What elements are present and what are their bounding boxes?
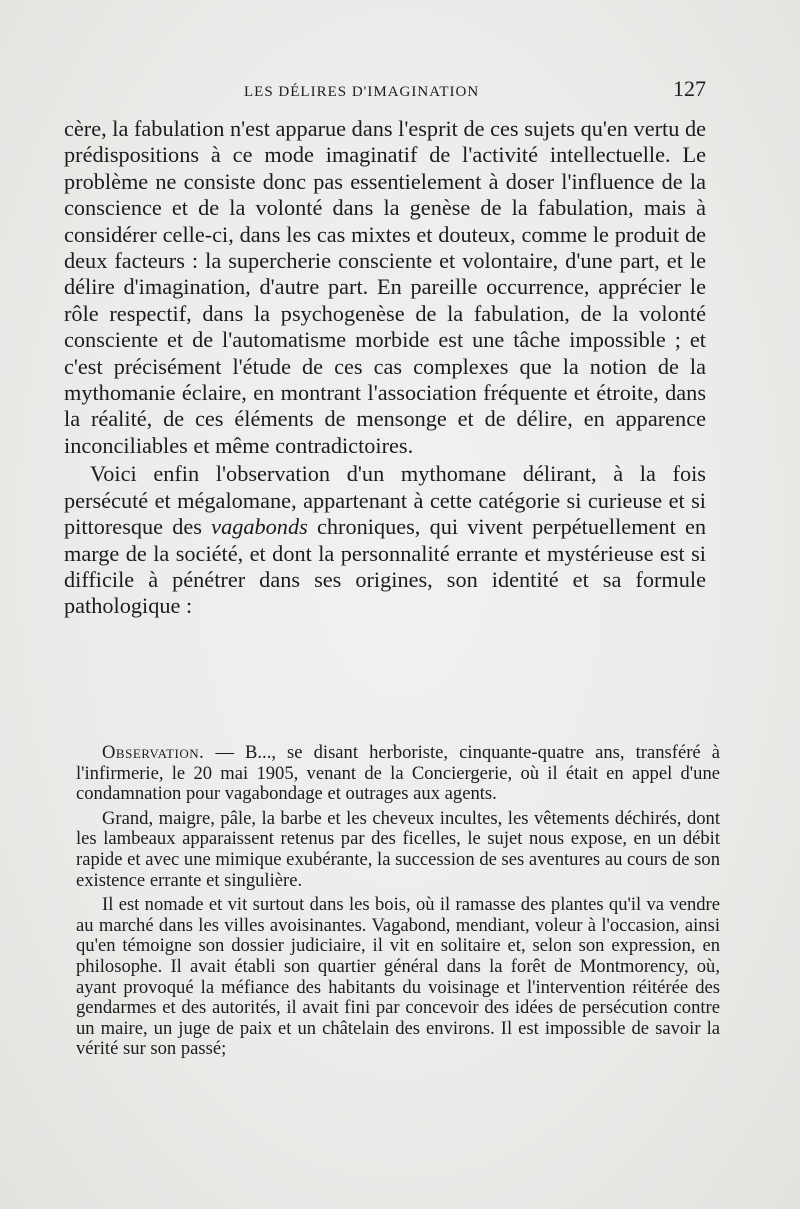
observation-label: Observation.	[102, 742, 205, 763]
observation-paragraph-3: Il est nomade et vit surtout dans les bois, où il ramasse des plantes qu'il va vendre au marché dans les villes avoisinantes. Vagabond, mendiant, voleur à l'occasion, ainsi qu'en témoigne son dossier judiciaire, il vit en solitaire et, selon son expression, en philosophe. Il avait établi son quartier général dans la forêt de Montmorency, où, ayant provoqué la méfiance des habitants du voisinage et l'intervention réitérée des gendarmes et des autorités, il avait fini par concevoir des idées de persécution contre un maire, un juge de paix et un châtelain des environs. Il est impossible de savoir la vérité sur son passé;	[76, 894, 720, 1060]
paragraph-fabulation: cère, la fabulation n'est apparue dans l'esprit de ces sujets qu'en vertu de prédispositions à ce mode imaginatif de l'activité intellectuelle. Le problème ne consiste donc pas essentielement à doser l'influence de la conscience et de la volonté dans la genèse de la fabulation, mais à considérer celle-ci, dans les cas mixtes et douteux, comme le produit de deux facteurs : la supercherie consciente et volontaire, d'une part, et le délire d'imagination, d'autre part. En pareille occurrence, apprécier le rôle respectif, dans la psychogenèse de la fabulation, de la volonté consciente et de l'automatisme morbide est une tâche impossible ; et c'est précisément l'étude de ces cas complexes que la notion de la mythomanie éclaire, en montrant l'association fréquente et étroite, dans la réalité, de ces éléments de mensonge et de délire, en apparence inconciliables et même contradictoires.	[64, 116, 706, 458]
page-number: 127	[673, 76, 706, 101]
paragraph-text-end: chroniques, qui vivent perpétuellement en marge de la société, et dont la personnalité errante et mystérieuse est si difficile à pénétrer dans ses origines, son identité et sa formule pathologique :	[64, 514, 707, 619]
paragraph-text-start: Voici enfin l'observation d'un mythomane délirant, à la fois persécuté et mégalomane, appartenant à cette catégorie si curieuse et si pittoresque des	[64, 461, 706, 540]
italic-term: vagabonds	[211, 514, 308, 540]
observation-intro: — B..., se disant herboriste, cinquante-quatre ans, transféré à l'infirmerie, le 20 mai 1905, venant de la Conciergerie, où il était en appel d'une condamnation pour vagabondage et outrages aux agents.	[76, 742, 720, 805]
observation-block	[76, 743, 720, 1064]
page-header	[60, 76, 710, 106]
observation-paragraph-1	[76, 743, 720, 805]
observation-paragraph-2: Grand, maigre, pâle, la barbe et les cheveux incultes, les vêtements déchirés, dont les lambeaux apparaissent retenus par des ficelles, le sujet nous expose, en un débit rapide et avec une mimique exubérante, la succession de ses aventures au cours de son existence errante et singulière.	[76, 807, 720, 891]
main-text	[64, 116, 706, 620]
paragraph-introduction-observation	[64, 461, 706, 619]
running-head: LES DÉLIRES D'IMAGINATION	[244, 84, 480, 100]
